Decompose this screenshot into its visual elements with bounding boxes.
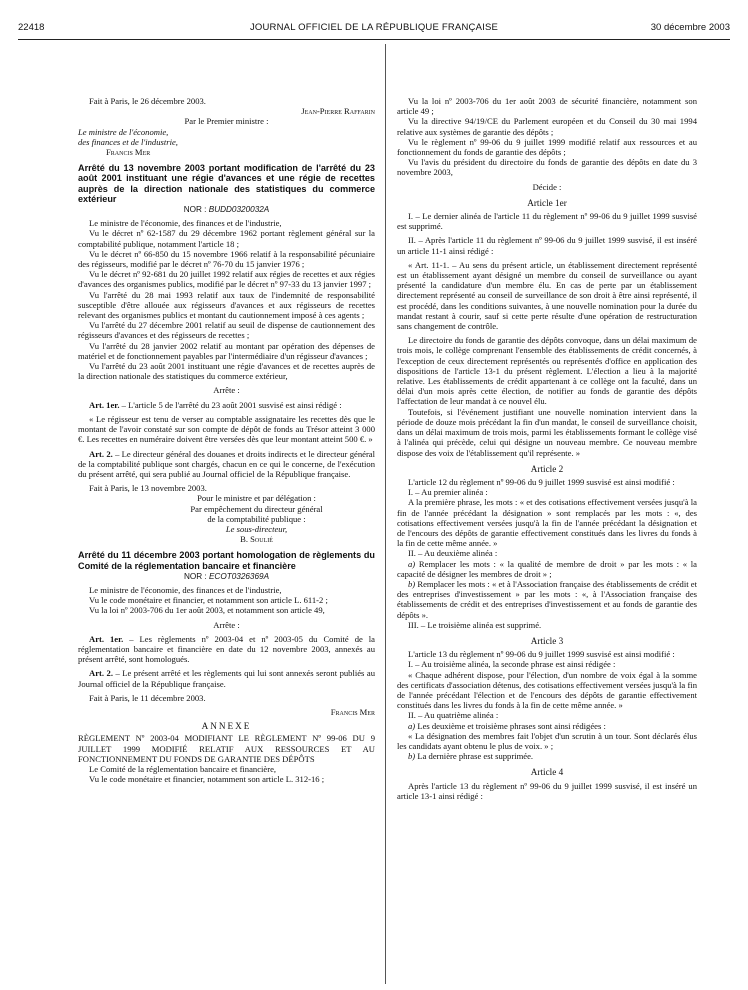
item-text: La dernière phrase est supprimée.	[415, 751, 534, 762]
minister-title-line1: Le ministre de l'économie,	[78, 126, 169, 137]
quoted-text: Toutefois, si l'événement justifiant une nouvelle nomination intervient dans la période de douze mois précédant la fin d'un mandat, le conseil de surveillance choisit, dans un délai maximum de trois mois, parmi les établissements formant le collège visé à l'alinéa qui précède, celui qui désigne un nouveau membre. Ce nouveau membre dispose des voix de l'établissement qu'il représente. »	[397, 406, 697, 458]
paragraph: I. – Au troisième alinéa, la seconde phrase est ainsi rédigée :	[408, 659, 616, 670]
article-heading: Article 3	[530, 635, 564, 646]
nor-label: NOR :	[183, 205, 207, 215]
paragraph: A la première phrase, les mots : « et des cotisations effectivement versées jusqu'à la fin de l'année précédant la désignation » sont remplacés par les mots : «, des cotisations effectivement versées jusqu'à la fin de l'année précédant la désignation et de l'encours des dépôts de garantie effectivement constitués dans les livres du fonds à la fin de cette même année. »	[397, 497, 697, 549]
paragraph: Vu le code monétaire et financier, et notamment son article L. 611-2 ;	[89, 595, 328, 606]
paragraph: I. – Le dernier alinéa de l'article 11 du règlement nº 99-06 du 9 juillet 1999 susvisé est supprimé.	[397, 211, 697, 232]
paragraph: II. – Au quatrième alinéa :	[408, 710, 499, 721]
paragraph: III. – Le troisième alinéa est supprimé.	[408, 619, 542, 630]
signature-line: Par empêchement du directeur général	[190, 503, 323, 514]
paragraph: Vu le décret nº 66-850 du 15 novembre 1966 relatif à la responsabilité pécuniaire des régisseurs, modifié par le décret nº 76-70 du 15 janvier 1976 ;	[78, 248, 375, 270]
article-label: Art. 2.	[89, 668, 113, 679]
signatory-name: B. Soulié	[240, 534, 273, 545]
article-heading: Article 2	[530, 463, 564, 474]
signature-place-date: Fait à Paris, le 11 décembre 2003.	[89, 692, 206, 703]
signatory-by: Par le Premier ministre :	[184, 116, 269, 127]
article-paragraph	[78, 449, 375, 480]
arrete-heading: Arrête :	[213, 385, 240, 396]
nor-code: ECOT0326369A	[208, 571, 270, 581]
paragraph: I. – Au premier alinéa :	[408, 487, 488, 498]
signatory-name: Jean-Pierre Raffarin	[301, 106, 375, 117]
paragraph: Vu l'arrêté du 27 décembre 2001 relatif au seuil de dispense de cautionnement des régisseurs d'avances et des régisseurs de recettes ;	[78, 320, 375, 341]
paragraph: L'article 12 du règlement nº 99-06 du 9 juillet 1999 susvisé est ainsi modifié :	[408, 476, 675, 487]
article-label: Art. 1er.	[89, 633, 124, 644]
paragraph: Le ministre de l'économie, des finances et de l'industrie,	[89, 218, 282, 229]
nor-label: NOR :	[183, 571, 207, 581]
decree-title: Arrêté du 11 décembre 2003 portant homologation de règlements du Comité de la réglementation bancaire et financière	[78, 550, 375, 571]
article-heading: Article 1er	[527, 197, 567, 208]
signature-line: de la comptabilité publique :	[207, 513, 306, 524]
paragraph	[397, 721, 697, 731]
nor-reference	[78, 205, 375, 215]
paragraph: II. – Au deuxième alinéa :	[408, 548, 498, 559]
column-separator	[385, 44, 386, 984]
arrete-heading: Arrête :	[213, 619, 240, 630]
decide-heading: Décide :	[532, 181, 562, 192]
signatory-name: Francis Mer	[330, 706, 375, 717]
nor-code: BUDD0320032A	[208, 205, 270, 215]
item-letter: a)	[408, 720, 416, 731]
paragraph	[397, 751, 697, 761]
annexe-heading: ANNEXE	[201, 721, 252, 732]
left-column	[78, 96, 375, 784]
article-paragraph	[78, 634, 375, 665]
item-text: Les deuxième et troisième phrases sont ainsi rédigées :	[415, 720, 606, 731]
paragraph: L'article 13 du règlement nº 99-06 du 9 juillet 1999 susvisé est ainsi modifié :	[408, 649, 675, 660]
paragraph: Vu l'avis du président du directoire du fonds de garantie des dépôts en date du 3 novembre 2003,	[397, 157, 697, 178]
paragraph: Vu la loi nº 2003-706 du 1er août 2003 de sécurité financière, notamment son article 49 ;	[397, 96, 697, 117]
journal-title: JOURNAL OFFICIEL DE LA RÉPUBLIQUE FRANÇAISE	[249, 22, 499, 33]
header-rule	[18, 39, 730, 40]
item-text: Remplacer les mots : « et à l'Association française des établissements de crédit et des entreprises d'investissement » par les mots : «, à l'Association française des établissements de crédit et des entreprises d'investissement et au fonds de garantie des dépôts ».	[397, 578, 697, 620]
article-label: Art. 1er.	[89, 399, 120, 410]
paragraph: Vu le règlement nº 99-06 du 9 juillet 1999 modifié relatif aux ressources et au fonctionnement du fonds de garantie des dépôts ;	[397, 136, 697, 158]
minister-title-line2: des finances et de l'industrie,	[78, 136, 178, 147]
paragraph: Vu le code monétaire et financier, notamment son article L. 312-16 ;	[89, 774, 325, 785]
paragraph	[397, 559, 697, 579]
paragraph: Vu l'arrêté du 28 janvier 2002 relatif au montant par opération des dépenses de matériel et de fonctionnement payables par l'intermédiaire d'un régisseur d'avances ;	[78, 340, 375, 361]
right-column	[397, 96, 697, 801]
paragraph: Vu l'arrêté du 28 mai 1993 relatif aux taux de l'indemnité de responsabilité susceptible d'être allouée aux régisseurs d'avances et aux régisseurs de recettes relevant des organismes publics et montant du cautionnement imposé à ces agents ;	[78, 289, 375, 321]
paragraph: Vu le décret nº 92-681 du 20 juillet 1992 relatif aux régies de recettes et aux régies d'avances des organismes publics, modifié par le décret nº 97-33 du 13 janvier 1997 ;	[78, 269, 375, 290]
article-text: – Le directeur général des douanes et droits indirects et le directeur général de la comptabilité publique sont chargés, chacun en ce qui le concerne, de l'exécution du présent arrêté, qui sera publié au Journal officiel de la République française.	[78, 448, 376, 479]
paragraph: Vu le décret nº 62-1587 du 29 décembre 1962 portant règlement général sur la comptabilité publique, notamment l'article 18 ;	[78, 228, 375, 249]
article-heading: Article 4	[530, 767, 564, 778]
signature-place-date: Fait à Paris, le 26 décembre 2003.	[89, 96, 206, 106]
regulation-title: RÈGLEMENT Nº 2003-04 MODIFIANT LE RÈGLEMENT Nº 99-06 DU 9 JUILLET 1999 MODIFIÉ RELATIF AUX RESSOURCES ET AU FONCTIONNEMENT DU FONDS DE GARANTIE DES DÉPÔTS	[78, 733, 375, 764]
article-text: – L'article 5 de l'arrêté du 23 août 2001 susvisé est ainsi rédigé :	[119, 399, 342, 410]
signature-line: Pour le ministre et par délégation :	[197, 493, 316, 504]
paragraph: Vu la loi nº 2003-706 du 1er août 2003, et notamment son article 49,	[89, 605, 325, 616]
item-letter: a)	[408, 558, 416, 569]
article-paragraph	[78, 668, 375, 688]
item-letter: b)	[408, 578, 416, 589]
paragraph: Après l'article 13 du règlement nº 99-06 du 9 juillet 1999 susvisé, il est inséré un article 13-1 ainsi rédigé :	[397, 780, 697, 801]
item-letter: b)	[408, 751, 416, 762]
item-text: Remplacer les mots : « la qualité de membre de droit » par les mots : « la capacité de désigner les membres de droit » ;	[397, 558, 697, 579]
quoted-text: « La désignation des membres fait l'objet d'un scrutin à un tour. Sont déclarés élus les candidats ayant obtenu le plus de voix. » ;	[397, 730, 697, 751]
nor-reference	[78, 572, 375, 582]
issue-date: 30 décembre 2003	[650, 22, 730, 33]
decree-title: Arrêté du 13 novembre 2003 portant modification de l'arrêté du 23 août 2001 instituant une régie d'avances et une régie de recettes auprès de la direction nationale des statistiques du commerce extérieur	[78, 163, 375, 204]
paragraph	[397, 579, 697, 620]
article-label: Art. 2.	[89, 448, 113, 459]
quoted-text: « Chaque adhérent dispose, pour l'élection, d'un nombre de voix égal à la somme des certificats d'association détenus, des cotisations effectivement versées jusqu'à la fin de l'année précédant l'élection et de l'encours des dépôts de garantie effectivement constitués dans les livres du fonds à la fin de cette même année. »	[397, 669, 697, 711]
page-number: 22418	[18, 22, 45, 33]
minister-name: Francis Mer	[106, 147, 151, 158]
paragraph: Vu l'arrêté du 23 août 2001 instituant une régie d'avances et de recettes auprès de la direction nationale des statistiques du commerce extérieur,	[78, 361, 375, 382]
quoted-text: Le directoire du fonds de garantie des dépôts convoque, dans un délai maximum de trois mois, le collège comprenant l'ensemble des établissements de crédit concernés, à l'exception de ceux directement représentés ou représentés d'office en application des dispositions de l'article 13-1 du présent règlement. L'élection a lieu à la majorité relative. Les établissements de crédit appartenant à ce collège ont la faculté, dans un délai d'un mois après cette élection, de notifier au fonds de garantie des dépôts l'affectation de leur mandat à ce nouvel élu.	[397, 335, 697, 407]
page-header	[18, 22, 730, 36]
paragraph: Le Comité de la réglementation bancaire et financière,	[89, 763, 277, 774]
article-text: – Le présent arrêté et les règlements qui lui sont annexés seront publiés au Journal officiel de la République française.	[78, 668, 375, 689]
paragraph: Vu la directive 94/19/CE du Parlement européen et du Conseil du 30 mai 1994 relative aux systèmes de garantie des dépôts ;	[397, 116, 697, 137]
quoted-text: « Art. 11-1. – Au sens du présent article, un établissement directement représenté est un établissement ayant désigné un membre du conseil de surveillance ou ayant présenté la candidature d'un membre élu. En cas de perte par un établissement directement représenté au conseil de surveillance de son droit à être ainsi représenté, il est procédé, dans les conditions suivantes, à une nouvelle nomination pour la durée du mandat restant à courir, sauf si cette perte résulte d'une opération de restructuration sans changement de contrôle.	[397, 259, 697, 332]
signature-place-date: Fait à Paris, le 13 novembre 2003.	[89, 483, 207, 494]
paragraph: Le ministre de l'économie, des finances et de l'industrie,	[89, 584, 282, 595]
quoted-text: « Le régisseur est tenu de verser au comptable assignataire les recettes dès que le montant de l'avoir constaté sur son compte de dépôt de fonds au Trésor atteint 3 000 €. Les recettes en numéraire doivent être versées dès que leur montant atteint 500 €. »	[78, 413, 375, 445]
article-text: – Les règlements nº 2003-04 et nº 2003-05 du Comité de la réglementation bancaire et financière en date du 12 novembre 2003, annexés au présent arrêté, sont homologués.	[78, 633, 376, 665]
paragraph: II. – Après l'article 11 du règlement nº 99-06 du 9 juillet 1999 susvisé, il est inséré un article 11-1 ainsi rédigé :	[397, 235, 697, 256]
article-paragraph	[78, 400, 375, 410]
signature-line: Le sous-directeur,	[225, 523, 288, 534]
